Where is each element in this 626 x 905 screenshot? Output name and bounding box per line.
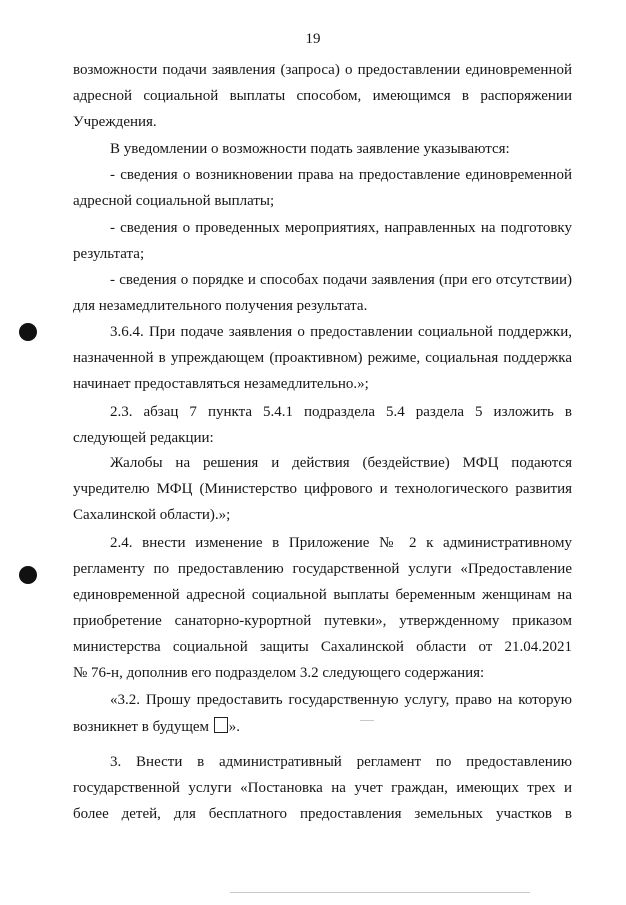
scan-edge-mark	[360, 720, 374, 721]
paragraph-line: для незамедлительного получения результата.	[73, 298, 368, 314]
paragraph-line: возможности подачи заявления (запроса) о предоставлении единовременной	[73, 62, 572, 78]
scan-edge-mark	[230, 892, 530, 893]
checkbox-square-icon	[214, 717, 228, 733]
paragraph-line: адресной социальной выплаты способом, имеющимся в распоряжении	[73, 88, 572, 104]
paragraph-line: адресной социальной выплаты;	[73, 193, 275, 209]
paragraph-line: министерства социальной защиты Сахалинской области от 21.04.2021	[73, 639, 572, 655]
paragraph-line: учредителю МФЦ (Министерство цифрового и технологического развития	[73, 481, 572, 497]
paragraph-line: регламенту по предоставлению государственной услуги «Предоставление	[73, 561, 572, 577]
paragraph-line: 2.3. абзац 7 пункта 5.4.1 подраздела 5.4 раздела 5 изложить в	[110, 404, 572, 420]
paragraph-line: результата;	[73, 246, 145, 262]
paragraph-line: «3.2. Прошу предоставить государственную услугу, право на которую	[110, 692, 572, 708]
paragraph-text: ».	[228, 719, 241, 735]
page-number: 19	[305, 31, 321, 47]
paragraph-line	[73, 717, 572, 737]
paragraph-line: - сведения о проведенных мероприятиях, направленных на подготовку	[110, 220, 572, 236]
paragraph-line: 2.4. внести изменение в Приложение № 2 к административному	[110, 535, 572, 551]
paragraph-line: назначенной в упреждающем (проактивном) режиме, социальная поддержка	[73, 350, 572, 366]
paragraph-line: - сведения о возникновении права на предоставление единовременной	[110, 167, 572, 183]
punch-hole-top	[19, 323, 37, 341]
paragraph-line: Учреждения.	[73, 114, 157, 130]
paragraph-line: В уведомлении о возможности подать заявление указываются:	[110, 141, 510, 157]
punch-hole-bottom	[19, 566, 37, 584]
paragraph-line: начинает предоставляться незамедлительно.»;	[73, 376, 369, 392]
paragraph-line: 3. Внести в административный регламент по предоставлению	[110, 754, 572, 770]
paragraph-text: возникнет в будущем	[73, 719, 213, 735]
paragraph-line: 3.6.4. При подаче заявления о предоставлении социальной поддержки,	[110, 324, 572, 340]
paragraph-line: приобретение санаторно-курортной путевки», утвержденному приказом	[73, 613, 572, 629]
paragraph-line: Жалобы на решения и действия (бездействие) МФЦ подаются	[110, 455, 572, 471]
paragraph-line: следующей редакции:	[73, 430, 214, 446]
paragraph-line: № 76-н, дополнив его подразделом 3.2 следующего содержания:	[73, 665, 485, 681]
paragraph-line: государственной услуги «Постановка на учет граждан, имеющих трех и	[73, 780, 572, 796]
paragraph-line: более детей, для бесплатного предоставления земельных участков в	[73, 806, 572, 822]
paragraph-line: единовременной адресной социальной выплаты беременным женщинам на	[73, 587, 572, 603]
paragraph-line: - сведения о порядке и способах подачи заявления (при его отсутствии)	[110, 272, 572, 288]
paragraph-line: Сахалинской области).»;	[73, 507, 231, 523]
